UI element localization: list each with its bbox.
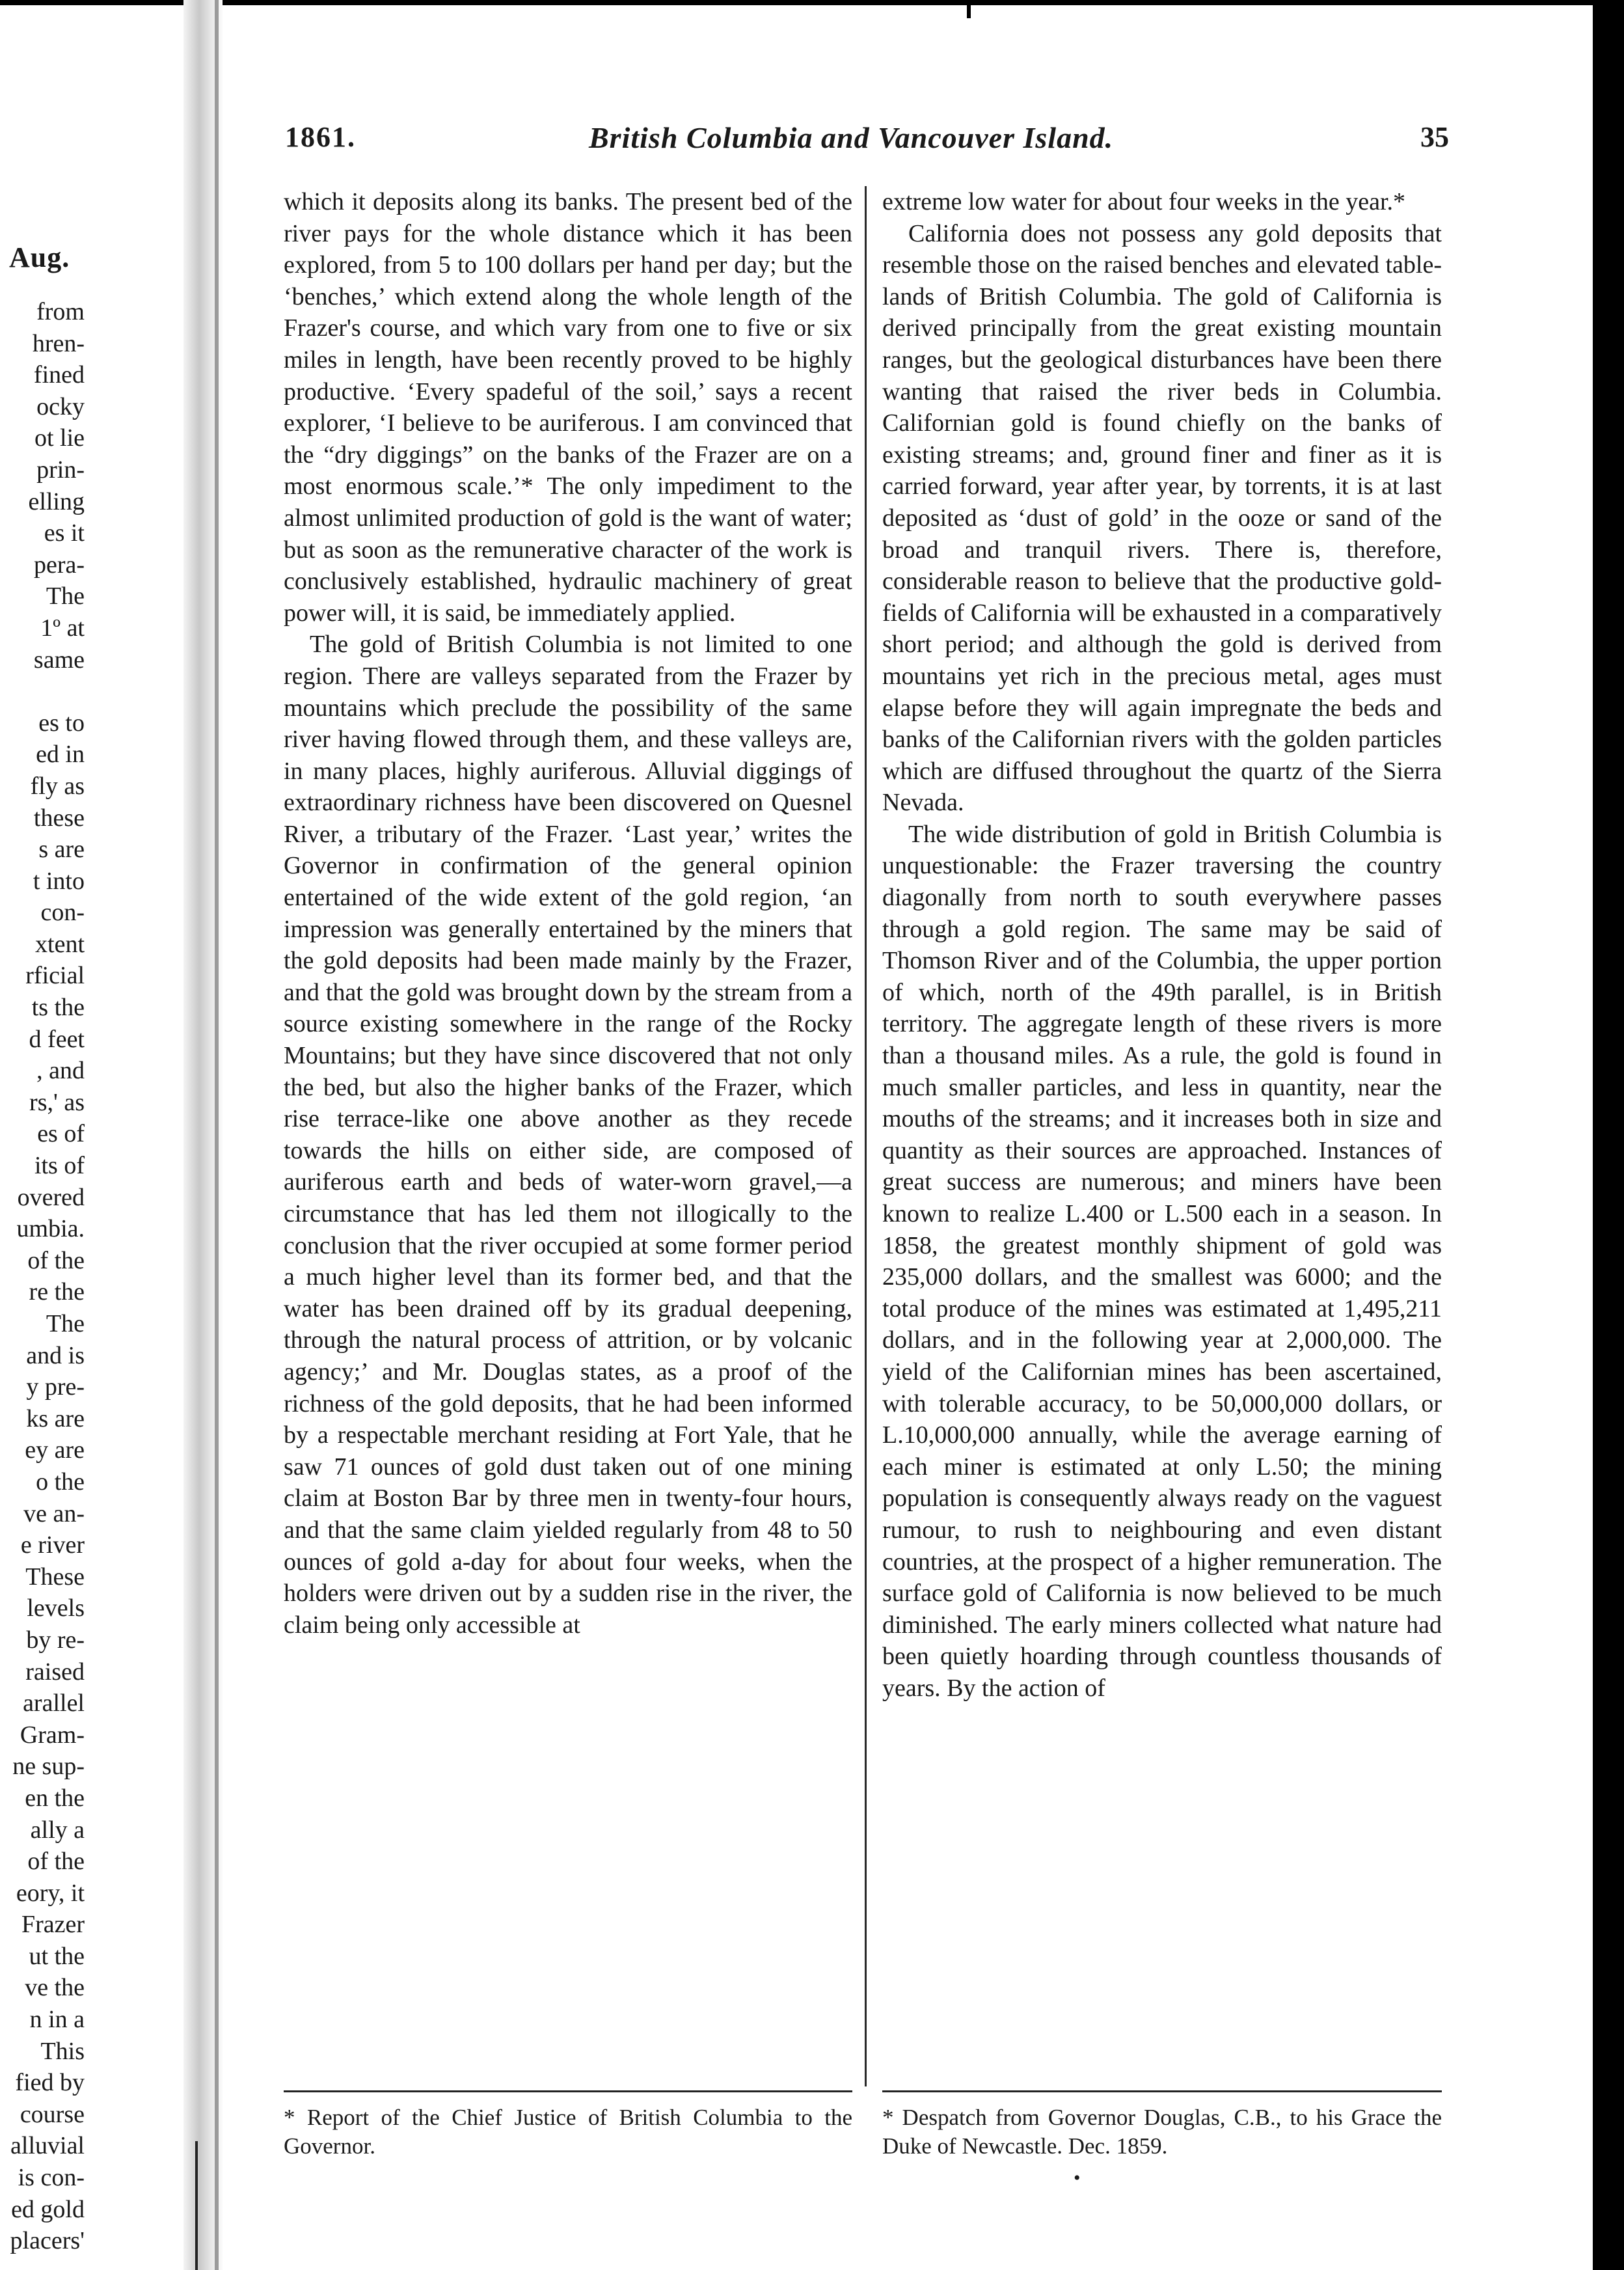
previous-page-line: umbia. [16,1215,85,1243]
previous-page-line: con- [40,899,85,927]
paragraph: California does not possess any gold deposits that resemble those on the raised benches and elevated table-lands of British Columbia. The gold of California is derived principally from the great existing mountain ranges, but the geological disturbances have been there wanting that raised the river beds in Columbia. Californian gold is found chiefly on the banks of existing streams; and, ground finer and finer as it is carried forward, year after year, by torrents, it is at last deposited as ‘dust of gold’ in the ooze or sand of the broad and tranquil rivers. There is, therefore, considerable reason to believe that the productive gold-fields of California will be exhausted in a comparatively short period; and although the gold is derived from mountains yet rich in the precious metal, ages must elapse before they will again impregnate the beds and banks of the Californian rivers with the golden particles which are diffused throughout the quartz of the Sierra Nevada. [882,219,1442,817]
paragraph: extreme low water for about four weeks in the year.* [882,188,1406,215]
column-divider [865,186,867,2086]
previous-page-line: ally a [30,1816,85,1844]
previous-page-line: and is [26,1341,85,1369]
previous-page-line: fly as [30,772,85,800]
previous-page-line: of the [27,1848,85,1876]
spine-mark [195,2141,217,2270]
running-title: British Columbia and Vancouver Island. [589,121,1114,154]
previous-page-line: re the [29,1278,85,1306]
previous-page-fragment [0,117,85,2255]
previous-page-line: fied by [15,2069,85,2097]
previous-page-line: of the [27,1246,85,1274]
previous-page-line: y pre- [26,1373,85,1401]
previous-page-line: es of [37,1120,85,1148]
previous-page-line: ne sup- [12,1753,85,1781]
previous-page-line: arallel [23,1689,85,1717]
previous-page-line: 1º at [40,614,85,642]
footnote-rule-right [882,2090,1442,2092]
previous-page-line: ocky [36,392,85,420]
previous-page-line: ve an- [23,1499,85,1527]
previous-page-line: o the [36,1468,85,1496]
previous-page-line: same [33,646,85,674]
previous-page-line: ts the [31,994,85,1022]
page-number: 35 [1420,121,1449,153]
previous-page-month: Aug. [9,241,70,273]
paragraph: The wide distribution of gold in British Columbia is unquestionable: the Frazer traversing the country diagonally from north to south everywhere passes through a gold region. The same may be said of Thomson River and of the Columbia, the upper portion of which, north of the 49th parallel, is in British territory. The aggregate length of these rivers is more than a thousand miles. As a rule, the gold is found in much smaller particles, and less in quantity, near the mouths of the streams; and it increases both in size and quantity as their sources are approached. Instances of great success are numerous; and miners have been known to realize L.400 or L.500 each in a season. In 1858, the greatest monthly shipment of gold was 235,000 dollars, and the smallest was 6000; and the total produce of the mines was estimated at 1,495,211 dollars, and in the following year at 2,000,000. The yield of the Californian mines has been ascertained, with tolerable accuracy, to be 50,000,000 dollars, or L.10,000,000 annually, while the average earning of each miner is estimated at only L.50; the mining population is consequently always ready on the vaguest rumour, to rush to neighbouring and even distant countries, at the prospect of a higher remuneration. The surface gold of California is now believed to be much diminished. The early miners collected what nature had been quietly hoarding through countless thousands of years. By the action of [882,820,1442,1702]
previous-page-line: rs,' as [29,1088,85,1116]
previous-page-line: t into [33,867,85,895]
previous-page-line: These [25,1563,85,1591]
scan-edge-right [1593,0,1624,2270]
previous-page-line: ed gold [11,2195,85,2223]
previous-page-line: ey are [25,1436,85,1464]
previous-page-line: pera- [33,551,85,579]
previous-page-line: fined [33,361,85,389]
previous-page-line: Frazer [21,1911,85,1939]
previous-page-line: s are [38,836,85,864]
previous-page-line: ed in [36,741,85,769]
previous-page-text [0,296,85,2257]
previous-page-line: Gram- [20,1721,85,1749]
previous-page-line: overed [17,1183,85,1211]
previous-page-line: levels [27,1594,85,1622]
paragraph: The gold of British Columbia is not limited to one region. There are valleys separated from the Frazer by mountains which preclude the possibility of the same river having flowed through them, and these valleys are, in many places, highly auriferous. Alluvial diggings of extraordinary richness have been discovered on Quesnel River, a tributary of the Frazer. ‘Last year,’ writes the Governor in confirmation of the general opinion entertained of the wide extent of the gold region, ‘an impression was generally entertained by the miners that the gold deposits had been made mainly by the Frazer, and that the gold was brought down by the stream from a source existing somewhere in the range of the Rocky Mountains; but they have since discovered that not only the bed, but also the higher banks of the Frazer, which rise terrace-like one above another as they recede towards the hills on either side, are composed of auriferous earth and beds of water-worn gravel,—a circumstance that has led them not illogically to the conclusion that the river occupied at some former period a much higher level than its former bed, and that the water has been drained off by its gradual deepening, through the natural process of attrition, or by volcanic agency;’ and Mr. Douglas states, as a proof of the richness of the gold deposits, that he had been informed by a respectable merchant residing at Fort Yale, that he saw 71 ounces of gold dust taken out of one mining claim at Boston Bar by three men in twenty-four hours, and that the same claim yielded regularly from 48 to 50 ounces of gold a-day for about four weeks, when the holders were driven out by a sudden rise in the river, the claim being only accessible at [284,631,852,1639]
previous-page-line: n in a [29,2006,85,2034]
previous-page-line: rficial [25,962,85,990]
previous-page-line: from [36,298,85,325]
previous-page-line: es it [44,519,85,547]
previous-page-line: , and [36,1057,85,1085]
footnote-left: * Report of the Chief Justice of British Columbia to the Governor. [284,2105,852,2159]
ink-dot: • [1074,2167,1081,2189]
previous-page-line: The [46,582,85,610]
previous-page-line: ks are [26,1404,85,1432]
previous-page-line: prin- [36,456,85,484]
scan-edge-top [0,0,1593,5]
previous-page-line: these [33,804,85,832]
previous-page-line: The [46,1310,85,1337]
footnote-rule-left [284,2090,852,2092]
previous-page-line: eory, it [16,1879,85,1907]
previous-page-line: xtent [35,930,85,958]
previous-page-line: en the [25,1784,85,1812]
text-column-right [882,186,1442,1704]
previous-page-line: placers' [10,2227,85,2255]
previous-page-line: raised [25,1658,85,1686]
previous-page-line: ve the [25,1974,85,2002]
previous-page-line: ot lie [34,424,85,452]
footnote-right: * Despatch from Governor Douglas, C.B., to his Grace the Duke of Newcastle. Dec. 1859. [882,2105,1442,2159]
text-column-left [284,186,852,1641]
header-year: 1861. [285,121,356,153]
gutter-shadow [215,0,219,2270]
previous-page-line: course [20,2100,85,2128]
previous-page-line: its of [34,1152,85,1180]
previous-page-line: e river [20,1531,85,1559]
previous-page-line: ut the [29,1942,85,1970]
previous-page-line: alluvial [10,2132,85,2160]
previous-page-line [0,676,85,707]
previous-page-line: d feet [29,1025,85,1053]
previous-page-line: elling [28,487,85,515]
previous-page-line: is con- [18,2164,85,2192]
previous-page-line: by re- [26,1626,85,1654]
paragraph: which it deposits along its banks. The present bed of the river pays for the whole distance which it has been explored, from 5 to 100 dollars per hand per day; but the ‘benches,’ which extend along the whole length of the Frazer's course, and which vary from one to five or six miles in length, have been recently proved to be highly productive. ‘Every spadeful of the soil,’ says a recent explorer, ‘I believe to be auriferous. I am convinced that the “dry diggings” on the banks of the Frazer are on a most enormous scale.’* The only impediment to the almost unlimited production of gold is the want of water; but as soon as the remunerative character of the work is conclusively established, hydraulic machinery of great power will, it is said, be immediately applied. [284,188,852,627]
previous-page-line: hren- [32,329,85,357]
previous-page-line: This [40,2037,85,2065]
previous-page-line: es to [38,709,85,737]
scan-tick-mark [967,0,971,18]
